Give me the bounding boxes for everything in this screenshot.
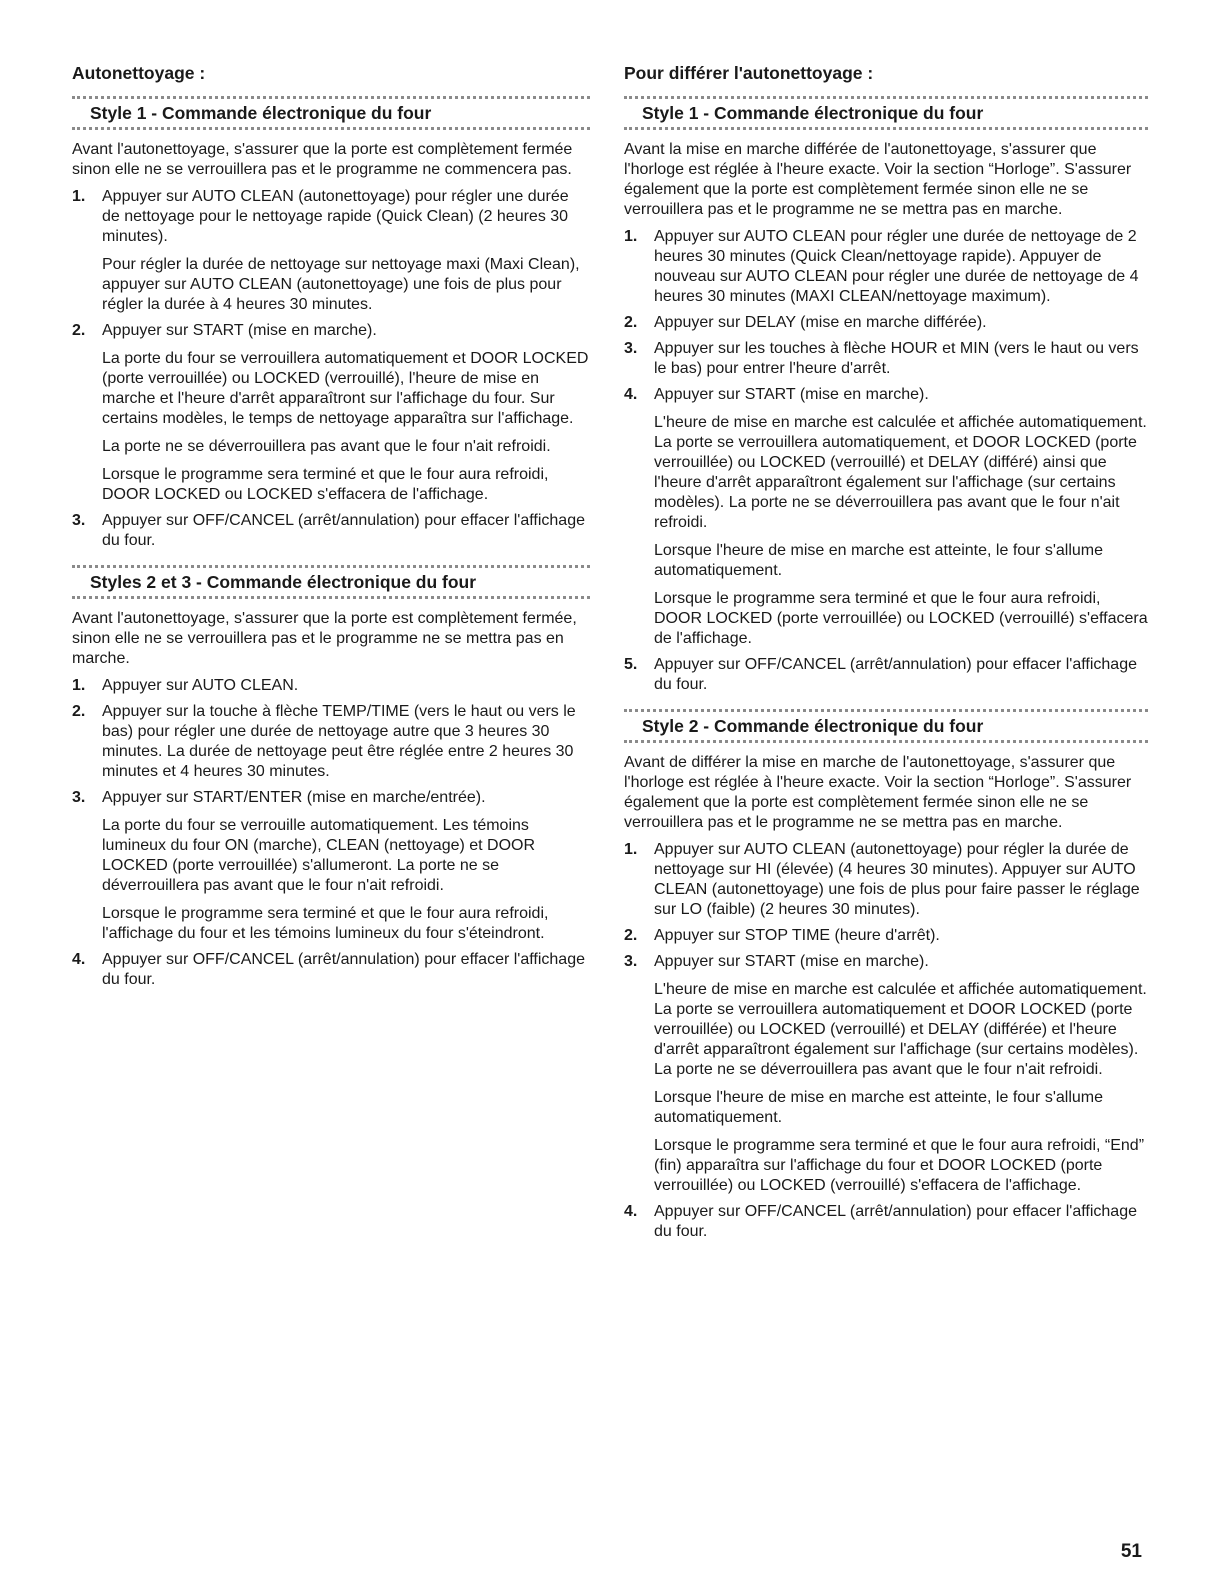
step-item	[72, 511, 590, 551]
section-title: Style 2 - Commande électronique du four	[624, 709, 1148, 743]
step-paragraph: Lorsque le programme sera terminé et que le four aura refroidi, “End” (fin) apparaîtra sur l'affichage du four et DOOR LOCKED (porte verrouillée) ou LOCKED (verrouillé) s'effacera de l'affichage.	[654, 1137, 1145, 1194]
step-text: Appuyer sur AUTO CLEAN (autonettoyage) pour régler une durée de nettoyage pour le nettoyage rapide (Quick Clean) (2 heures 30 minutes).	[102, 188, 569, 245]
step-paragraph: La porte du four se verrouillera automatiquement et DOOR LOCKED (porte verrouillée) ou LOCKED (verrouillé), l'heure de mise en marche et l'heure d'arrêt apparaîtront sur l'affichage du four. Sur certains modèles, le temps de nettoyage apparaîtra sur l'affichage.	[102, 350, 589, 427]
step-text: Appuyer sur START (mise en marche).	[654, 953, 929, 970]
step-item	[624, 385, 1148, 649]
step-item	[72, 187, 590, 315]
step-text: Appuyer sur OFF/CANCEL (arrêt/annulation) pour effacer l'affichage du four.	[654, 1203, 1137, 1240]
step-paragraph: Lorsque l'heure de mise en marche est atteinte, le four s'allume automatiquement.	[654, 542, 1104, 579]
step-paragraph: Lorsque le programme sera terminé et que le four aura refroidi, DOOR LOCKED ou LOCKED s'effacera de l'affichage.	[102, 466, 549, 503]
steps-list	[624, 840, 1148, 1242]
step-number: 2.	[624, 927, 638, 944]
step-number: 5.	[624, 656, 638, 673]
step-number: 4.	[624, 386, 638, 403]
step-item	[72, 676, 590, 696]
section-title: Style 1 - Commande électronique du four	[624, 96, 1148, 130]
section	[72, 96, 590, 551]
right-column	[624, 62, 1148, 1256]
section	[72, 565, 590, 990]
section-intro: Avant l'autonettoyage, s'assurer que la porte est complètement fermée, sinon elle ne se verrouillera pas et le programme ne se mettra pas en marche.	[72, 610, 577, 667]
step-paragraph: L'heure de mise en marche est calculée et affichée automatiquement. La porte se verrouillera automatiquement et DOOR LOCKED (porte verrouillée) ou LOCKED (verrouillé) et DELAY (différée) et l'heure d'arrêt apparaîtront également sur l'affichage (sur certains modèles). La porte ne se déverrouillera pas avant que le four n'ait refroidi.	[654, 981, 1147, 1078]
section-intro: Avant de différer la mise en marche de l'autonettoyage, s'assurer que l'horloge est réglée à l'heure exacte. Voir la section “Horloge”. S'assurer également que la porte est complètement fermée sinon elle ne se verrouillera pas et le programme ne se mettra pas en marche.	[624, 754, 1132, 831]
step-item	[624, 313, 1148, 333]
right-sections	[624, 96, 1148, 1242]
step-item	[624, 926, 1148, 946]
steps-list	[72, 187, 590, 551]
step-text: Appuyer sur START (mise en marche).	[102, 322, 377, 339]
step-paragraph: Lorsque le programme sera terminé et que le four aura refroidi, DOOR LOCKED (porte verrouillée) ou LOCKED (verrouillé) s'effacera de l'affichage.	[654, 590, 1148, 647]
step-number: 3.	[72, 789, 86, 806]
step-text: Appuyer sur les touches à flèche HOUR et MIN (vers le haut ou vers le bas) pour entrer l'heure d'arrêt.	[654, 340, 1139, 377]
step-item	[72, 950, 590, 990]
step-text: Appuyer sur OFF/CANCEL (arrêt/annulation) pour effacer l'affichage du four.	[102, 512, 585, 549]
step-text: Appuyer sur AUTO CLEAN pour régler une durée de nettoyage de 2 heures 30 minutes (Quick Clean/nettoyage rapide). Appuyer de nouveau sur AUTO CLEAN pour régler une durée de nettoyage de 4 heures 30 minutes (MAXI CLEAN/nettoyage maximum).	[654, 228, 1139, 305]
step-item	[624, 840, 1148, 920]
step-item	[624, 227, 1148, 307]
left-column	[72, 62, 590, 1004]
step-text: Appuyer sur START (mise en marche).	[654, 386, 929, 403]
step-paragraph: La porte du four se verrouille automatiquement. Les témoins lumineux du four ON (marche), CLEAN (nettoyage) et DOOR LOCKED (porte verrouillée) s'allumeront. La porte ne se déverrouillera pas avant que le four n'ait refroidi.	[102, 817, 536, 894]
step-number: 2.	[72, 703, 86, 720]
step-item	[72, 702, 590, 782]
section	[624, 96, 1148, 695]
page-number: 51	[1120, 1541, 1142, 1562]
step-number: 2.	[72, 322, 86, 339]
section-title: Style 1 - Commande électronique du four	[72, 96, 590, 130]
steps-list	[624, 227, 1148, 695]
step-text: Appuyer sur la touche à flèche TEMP/TIME (vers le haut ou vers le bas) pour régler une durée de nettoyage autre que 3 heures 30 minutes. La durée de nettoyage peut être réglée entre 2 heures 30 minutes et 4 heures 30 minutes.	[102, 703, 576, 780]
step-text: Appuyer sur AUTO CLEAN (autonettoyage) pour régler la durée de nettoyage sur HI (élevée) (4 heures 30 minutes). Appuyer sur AUTO CLEAN (autonettoyage) une fois de plus pour faire passer le réglage sur LO (faible) (2 heures 30 minutes).	[654, 841, 1140, 918]
step-paragraph: La porte ne se déverrouillera pas avant que le four n'ait refroidi.	[102, 438, 551, 455]
step-item	[72, 321, 590, 505]
left-sections	[72, 96, 590, 990]
step-paragraph: Pour régler la durée de nettoyage sur nettoyage maxi (Maxi Clean), appuyer sur AUTO CLEAN (autonettoyage) une fois de plus pour régler la durée à 4 heures 30 minutes.	[102, 256, 580, 313]
heading-self-clean: Autonettoyage :	[72, 63, 206, 83]
step-number: 1.	[624, 841, 638, 858]
step-text: Appuyer sur AUTO CLEAN.	[102, 677, 299, 694]
step-text: Appuyer sur OFF/CANCEL (arrêt/annulation) pour effacer l'affichage du four.	[102, 951, 585, 988]
steps-list	[72, 676, 590, 990]
step-number: 4.	[624, 1203, 638, 1220]
step-number: 3.	[624, 953, 638, 970]
step-item	[624, 952, 1148, 1196]
step-item	[624, 1202, 1148, 1242]
step-paragraph: L'heure de mise en marche est calculée et affichée automatiquement. La porte se verrouillera automatiquement, et DOOR LOCKED (porte verrouillée) ou LOCKED (verrouillé) et DELAY (différé) ainsi que l'heure d'arrêt apparaîtront également sur l'affichage (sur certains modèles). La porte ne se déverrouillera pas avant que le four n'ait refroidi.	[654, 414, 1147, 531]
heading-delay-self-clean: Pour différer l'autonettoyage :	[624, 63, 874, 83]
step-text: Appuyer sur DELAY (mise en marche différée).	[654, 314, 987, 331]
section-intro: Avant l'autonettoyage, s'assurer que la porte est complètement fermée sinon elle ne se verrouillera pas et le programme ne commencera pas.	[72, 141, 573, 178]
step-number: 1.	[624, 228, 638, 245]
step-item	[624, 339, 1148, 379]
step-paragraph: Lorsque l'heure de mise en marche est atteinte, le four s'allume automatiquement.	[654, 1089, 1104, 1126]
step-item	[624, 655, 1148, 695]
step-text: Appuyer sur START/ENTER (mise en marche/entrée).	[102, 789, 486, 806]
section	[624, 709, 1148, 1242]
step-text: Appuyer sur STOP TIME (heure d'arrêt).	[654, 927, 940, 944]
step-number: 2.	[624, 314, 638, 331]
section-title: Styles 2 et 3 - Commande électronique du four	[72, 565, 590, 599]
step-number: 4.	[72, 951, 86, 968]
step-item	[72, 788, 590, 944]
step-text: Appuyer sur OFF/CANCEL (arrêt/annulation) pour effacer l'affichage du four.	[654, 656, 1137, 693]
step-number: 1.	[72, 188, 86, 205]
step-number: 3.	[624, 340, 638, 357]
step-number: 1.	[72, 677, 86, 694]
section-intro: Avant la mise en marche différée de l'autonettoyage, s'assurer que l'horloge est réglée à l'heure exacte. Voir la section “Horloge”. S'assurer également que la porte est complètement fermée sinon elle ne se verrouillera pas et le programme ne se mettra pas en marche.	[624, 141, 1132, 218]
step-paragraph: Lorsque le programme sera terminé et que le four aura refroidi, l'affichage du four et les témoins lumineux du four s'éteindront.	[102, 905, 549, 942]
step-number: 3.	[72, 512, 86, 529]
